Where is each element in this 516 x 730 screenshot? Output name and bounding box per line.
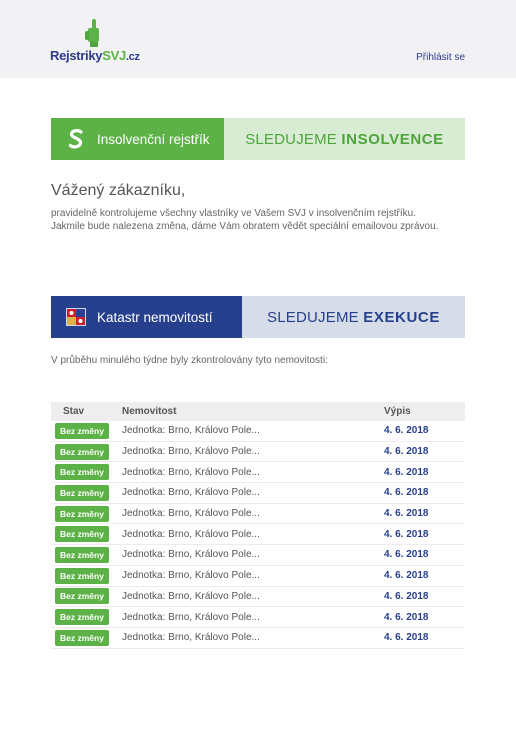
table-intro: V průběhu minulého týdne byly zkontrolovány tyto nemovitosti: xyxy=(51,355,328,366)
email-header xyxy=(0,0,516,78)
table-row xyxy=(51,483,465,504)
table-row xyxy=(51,504,465,525)
status-badge: Bez změny xyxy=(55,547,109,563)
table-row xyxy=(51,628,465,649)
czech-coat-of-arms-icon xyxy=(61,296,91,338)
property-cell: Jednotka: Brno, Královo Pole... xyxy=(122,508,260,520)
insolvence-s-icon xyxy=(61,118,91,160)
table-row xyxy=(51,566,465,587)
table-row xyxy=(51,421,465,442)
table-row xyxy=(51,462,465,483)
property-cell: Jednotka: Brno, Královo Pole... xyxy=(122,611,260,623)
extract-date-link[interactable]: 4. 6. 2018 xyxy=(384,590,429,602)
table-row xyxy=(51,524,465,545)
katastr-banner-label: Katastr nemovitostí xyxy=(97,309,213,325)
property-cell: Jednotka: Brno, Královo Pole... xyxy=(122,590,260,602)
katastr-banner xyxy=(51,296,465,338)
property-cell: Jednotka: Brno, Královo Pole... xyxy=(122,466,260,478)
extract-date-link[interactable]: 4. 6. 2018 xyxy=(384,446,429,458)
login-link[interactable]: Přihlásit se xyxy=(416,52,465,63)
property-cell: Jednotka: Brno, Královo Pole... xyxy=(122,487,260,499)
table-row xyxy=(51,587,465,608)
status-badge: Bez změny xyxy=(55,464,109,480)
katastr-banner-slogan: SLEDUJEME EXEKUCE xyxy=(242,296,465,338)
properties-table xyxy=(51,402,465,649)
status-badge: Bez změny xyxy=(55,568,109,584)
header-property: Nemovitost xyxy=(122,406,177,417)
table-row xyxy=(51,442,465,463)
header-status: Stav xyxy=(63,406,85,417)
extract-date-link[interactable]: 4. 6. 2018 xyxy=(384,549,429,561)
table-row xyxy=(51,545,465,566)
insolvence-banner xyxy=(51,118,465,160)
status-badge: Bez změny xyxy=(55,630,109,646)
greeting: Vážený zákazníku, xyxy=(51,182,186,199)
property-cell: Jednotka: Brno, Královo Pole... xyxy=(122,549,260,561)
status-badge: Bez změny xyxy=(55,423,109,439)
status-badge: Bez změny xyxy=(55,609,109,625)
extract-date-link[interactable]: 4. 6. 2018 xyxy=(384,570,429,582)
status-badge: Bez změny xyxy=(55,506,109,522)
katastr-banner-label-box xyxy=(51,296,242,338)
table-header xyxy=(51,402,465,421)
insolvence-banner-slogan: SLEDUJEME INSOLVENCE xyxy=(224,118,465,160)
insolvence-banner-label: Insolvenční rejstřík xyxy=(97,131,210,147)
extract-date-link[interactable]: 4. 6. 2018 xyxy=(384,508,429,520)
header-extract: Výpis xyxy=(384,406,411,417)
property-cell: Jednotka: Brno, Královo Pole... xyxy=(122,632,260,644)
status-badge: Bez změny xyxy=(55,526,109,542)
site-logo[interactable] xyxy=(50,18,150,68)
property-cell: Jednotka: Brno, Královo Pole... xyxy=(122,570,260,582)
status-badge: Bez změny xyxy=(55,588,109,604)
extract-date-link[interactable]: 4. 6. 2018 xyxy=(384,466,429,478)
table-row xyxy=(51,607,465,628)
status-badge: Bez změny xyxy=(55,485,109,501)
extract-date-link[interactable]: 4. 6. 2018 xyxy=(384,487,429,499)
extract-date-link[interactable]: 4. 6. 2018 xyxy=(384,632,429,644)
property-cell: Jednotka: Brno, Královo Pole... xyxy=(122,528,260,540)
property-cell: Jednotka: Brno, Královo Pole... xyxy=(122,446,260,458)
extract-date-link[interactable]: 4. 6. 2018 xyxy=(384,528,429,540)
logo-text: RejstrikySVJ.cz xyxy=(50,48,140,63)
thumbs-up-hand-icon xyxy=(82,18,102,48)
property-cell: Jednotka: Brno, Královo Pole... xyxy=(122,425,260,437)
extract-date-link[interactable]: 4. 6. 2018 xyxy=(384,611,429,623)
insolvence-banner-label-box xyxy=(51,118,224,160)
info-paragraph: pravidelně kontrolujeme všechny vlastníky ve Vašem SVJ v insolvenčním rejstříku. Jakmile bude nalezena změna, dáme Vám obratem vědět speciální emailovou zprávou. xyxy=(51,208,439,232)
status-badge: Bez změny xyxy=(55,444,109,460)
extract-date-link[interactable]: 4. 6. 2018 xyxy=(384,425,429,437)
